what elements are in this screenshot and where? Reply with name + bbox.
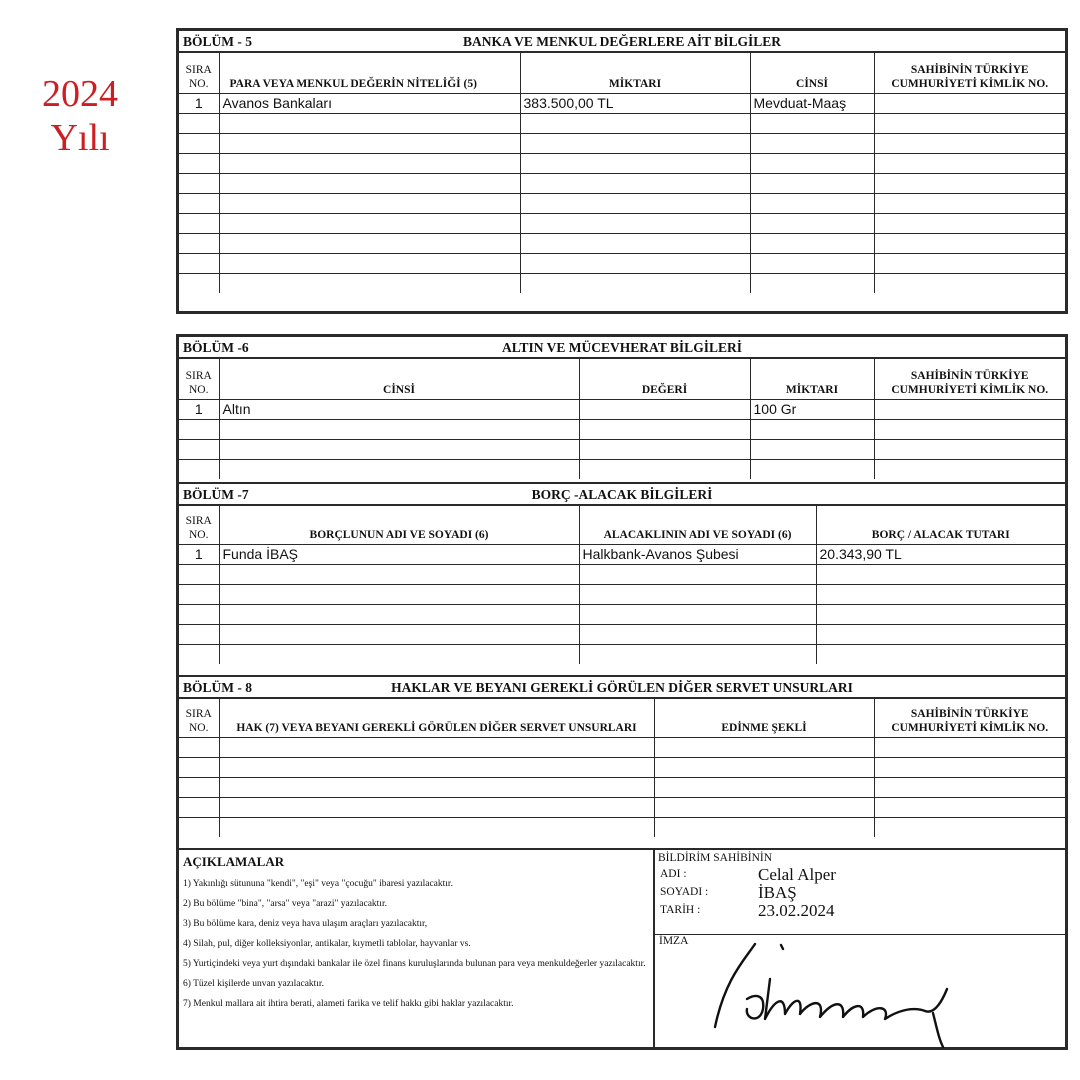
table-row [179,644,1065,664]
col-sira: SIRA NO. [179,359,219,399]
section-8-column-headers [179,699,1065,737]
col-cinsi: CİNSİ [219,359,579,399]
note-item: 4) Silah, pul, diğer kolleksiyonlar, antikalar, kıymetli tablolar, hayvanlar vs. [183,939,471,949]
note-item: 6) Tüzel kişilerde unvan yazılacaktır. [183,979,324,989]
surname-label: SOYADI : [660,886,709,898]
section-6-number: BÖLÜM -6 [183,340,249,355]
col-edinme: EDİNME ŞEKLİ [654,699,874,737]
table-row [179,273,1065,293]
table-row [179,399,1065,419]
year-stamp [18,72,142,160]
declarant-heading: BİLDİRİM SAHİBİNİN [658,852,773,864]
date-value: 23.02.2024 [758,901,835,920]
col-sira: SIRA NO. [179,53,219,93]
table-row [179,213,1065,233]
table-row [179,584,1065,604]
section-8-header [179,677,1065,699]
signature-label: İMZA [659,935,689,947]
signature-box [655,934,1065,1051]
table-row [179,777,1065,797]
section-6 [176,334,1068,484]
note-item: 3) Bu bölüme kara, deniz veya hava ulaşım araçları yazılacaktır, [183,919,428,929]
year-number: 2024 [42,73,118,115]
table-row [179,797,1065,817]
row-no: 1 [179,399,219,419]
row-no: 1 [179,544,219,564]
col-sira: SIRA NO. [179,699,219,737]
row-borclu: Funda İBAŞ [219,544,579,564]
table-row [179,233,1065,253]
notes-and-declarant [176,848,1068,1050]
year-word: Yılı [50,117,110,159]
section-6-table [179,359,1065,479]
row-kimlik [874,93,1065,113]
note-item: 2) Bu bölüme "bina", "arsa" veya "arazi" yazılacaktır. [183,899,387,909]
section-6-title: ALTIN VE MÜCEVHERAT BİLGİLERİ [502,340,742,355]
note-item: 7) Menkul mallara ait ihtira berati, alameti farika ve telif hakkı gibi haklar yazılacaktır. [183,999,514,1009]
section-7 [176,482,1068,676]
table-row [179,757,1065,777]
table-row [179,459,1065,479]
row-degeri [579,399,750,419]
table-row [179,564,1065,584]
section-5-title: BANKA VE MENKUL DEĞERLERE AİT BİLGİLER [463,34,781,49]
row-cinsi: Altın [219,399,579,419]
row-miktari: 100 Gr [750,399,874,419]
section-5-table [179,53,1065,293]
col-tutar: BORÇ / ALACAK TUTARI [816,506,1065,544]
asset-declaration-form [176,0,1070,1060]
table-row [179,133,1065,153]
col-miktari: MİKTARI [750,359,874,399]
table-row [179,193,1065,213]
section-7-title: BORÇ -ALACAK BİLGİLERİ [531,487,713,502]
col-sira: SIRA NO. [179,506,219,544]
section-7-number: BÖLÜM -7 [183,487,249,502]
table-row [179,737,1065,757]
note-item: 5) Yurtiçindeki veya yurt dışındaki bankalar ile özel finans kuruluşlarında bulunan para veya menkuldeğerler yazılacaktır. [183,959,646,969]
table-row [179,604,1065,624]
declarant-surname-row [658,883,1062,904]
section-6-column-headers [179,359,1065,399]
col-kimlik: SAHİBİNİN TÜRKİYE CUMHURİYETİ KİMLİK NO. [874,359,1065,399]
row-alacakli: Halkbank-Avanos Şubesi [579,544,816,564]
row-cinsi: Mevduat-Maaş [750,93,874,113]
table-row [179,817,1065,837]
section-7-header [179,484,1065,506]
section-8-title: HAKLAR VE BEYANI GEREKLİ GÖRÜLEN DİĞER SERVET UNSURLARI [391,680,853,695]
row-kimlik [874,399,1065,419]
table-row [179,419,1065,439]
col-kimlik: SAHİBİNİN TÜRKİYE CUMHURİYETİ KİMLİK NO. [874,699,1065,737]
section-5-number: BÖLÜM - 5 [183,34,252,49]
declarant-name-row [658,865,1062,886]
col-alacakli: ALACAKLININ ADI VE SOYADI (6) [579,506,816,544]
section-8 [176,675,1068,849]
table-row [179,173,1065,193]
declarant-panel [655,850,1065,1051]
notes-title: AÇIKLAMALAR [183,854,285,869]
table-row [179,113,1065,133]
col-borclu: BORÇLUNUN ADI VE SOYADI (6) [219,506,579,544]
row-miktari: 383.500,00 TL [520,93,750,113]
section-5-column-headers [179,53,1065,93]
table-row [179,93,1065,113]
table-row [179,544,1065,564]
row-tutar: 20.343,90 TL [816,544,1065,564]
col-miktari: MİKTARI [520,53,750,93]
col-hak: HAK (7) VEYA BEYANI GEREKLİ GÖRÜLEN DİĞER SERVET UNSURLARI [219,699,654,737]
notes-panel [179,850,655,1047]
row-nitelik: Avanos Bankaları [219,93,520,113]
col-degeri: DEĞERİ [579,359,750,399]
col-cinsi: CİNSİ [750,53,874,93]
handwritten-signature [685,939,985,1049]
table-row [179,624,1065,644]
surname-value: İBAŞ [758,883,797,902]
date-label: TARİH : [660,904,701,916]
col-nitelik: PARA VEYA MENKUL DEĞERİN NİTELİĞİ (5) [219,53,520,93]
section-8-number: BÖLÜM - 8 [183,680,252,695]
col-kimlik: SAHİBİNİN TÜRKİYE CUMHURİYETİ KİMLİK NO. [874,53,1065,93]
section-5 [176,28,1068,314]
name-label: ADI : [660,868,687,880]
table-row [179,253,1065,273]
note-item: 1) Yakınlığı sütununa "kendi", "eşi" veya "çocuğu" ibaresi yazılacaktır. [183,879,453,889]
table-row [179,153,1065,173]
section-6-header [179,337,1065,359]
row-no: 1 [179,93,219,113]
declarant-date-row [658,901,1062,922]
section-5-header [179,31,1065,53]
section-7-column-headers [179,506,1065,544]
name-value: Celal Alper [758,865,836,884]
table-row [179,439,1065,459]
section-7-table [179,506,1065,664]
section-8-table [179,699,1065,837]
